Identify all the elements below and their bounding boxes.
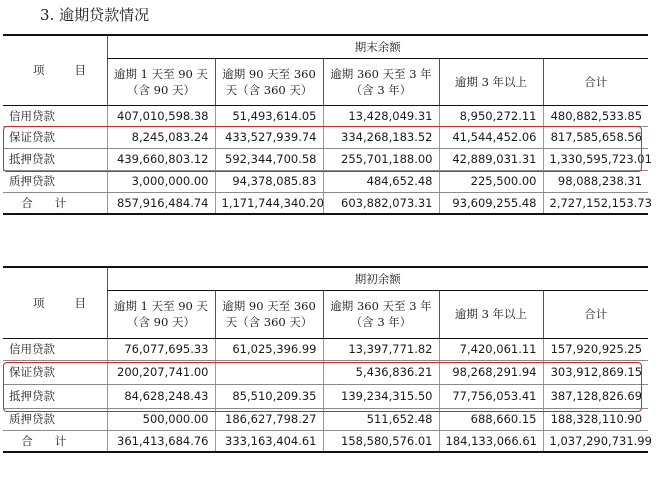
col-header: 逾期 3 年以上 [439,290,543,338]
cell: 157,920,925.25 [543,338,648,360]
cell: 85,510,209.35 [215,384,323,408]
total-row [3,192,648,214]
row-label: 保证贷款 [3,360,107,384]
row-label: 信用贷款 [3,338,107,360]
cell: 484,652.48 [323,170,439,192]
cell: 334,268,183.52 [323,126,439,148]
cell: 500,000.00 [107,408,215,430]
cell: 225,500.00 [439,170,543,192]
cell [215,360,323,384]
cell: 592,344,700.58 [215,148,323,170]
table-row [3,338,648,360]
cell: 255,701,188.00 [323,148,439,170]
cell: 184,133,066.61 [439,430,543,452]
cell: 200,207,741.00 [107,360,215,384]
cell: 603,882,073.31 [323,192,439,214]
cell: 333,163,404.61 [215,430,323,452]
table-row [3,360,648,384]
opening-balance-table [3,266,652,453]
row-label: 保证贷款 [3,126,107,148]
cell: 1,037,290,731.99 [543,430,648,452]
cell: 480,882,533.85 [543,105,648,126]
table-row [3,105,648,126]
cell: 41,544,452.06 [439,126,543,148]
total-label: 合计 [3,192,107,214]
cell: 42,889,031.31 [439,148,543,170]
total-row [3,430,648,452]
col-header: 逾期 360 天至 3 年（含 3 年） [323,58,439,105]
row-label: 质押贷款 [3,408,107,430]
item-header: 项目 [3,35,107,105]
col-header: 逾期 3 年以上 [439,58,543,105]
cell: 7,420,061.11 [439,338,543,360]
cell: 3,000,000.00 [107,170,215,192]
cell: 8,950,272.11 [439,105,543,126]
cell: 407,010,598.38 [107,105,215,126]
row-label: 抵押贷款 [3,384,107,408]
cell: 387,128,826.69 [543,384,648,408]
cell: 98,088,238.31 [543,170,648,192]
cell: 93,609,255.48 [439,192,543,214]
table-row [3,408,648,430]
cell: 817,585,658.56 [543,126,648,148]
col-header: 逾期 90 天至 360 天（含 360 天） [215,58,323,105]
cell: 158,580,576.01 [323,430,439,452]
cell: 61,025,396.99 [215,338,323,360]
cell: 5,436,836.21 [323,360,439,384]
cell: 857,916,484.74 [107,192,215,214]
cell: 1,171,744,340.20 [215,192,323,214]
cell: 51,493,614.05 [215,105,323,126]
col-header: 合计 [543,290,648,338]
cell: 1,330,595,723.01 [543,148,648,170]
table-row [3,148,648,170]
col-header: 逾期 1 天至 90 天（含 90 天） [107,290,215,338]
col-header: 逾期 360 天至 3 年（含 3 年） [323,290,439,338]
cell: 94,378,085.83 [215,170,323,192]
cell: 77,756,053.41 [439,384,543,408]
cell: 688,660.15 [439,408,543,430]
cell: 13,428,049.31 [323,105,439,126]
closing-balance-table [3,34,652,215]
col-header: 逾期 1 天至 90 天（含 90 天） [107,58,215,105]
cell: 13,397,771.82 [323,338,439,360]
cell: 303,912,869.15 [543,360,648,384]
group-header: 期初余额 [107,267,648,290]
cell: 98,268,291.94 [439,360,543,384]
cell: 8,245,083.24 [107,126,215,148]
row-label: 抵押贷款 [3,148,107,170]
table-row [3,170,648,192]
table-row [3,384,648,408]
cell: 186,627,798.27 [215,408,323,430]
item-header: 项目 [3,267,107,338]
cell: 2,727,152,153.73 [543,192,648,214]
cell: 361,413,684.76 [107,430,215,452]
cell: 439,660,803.12 [107,148,215,170]
col-header: 逾期 90 天至 360 天（含 360 天） [215,290,323,338]
col-header: 合计 [543,58,648,105]
row-label: 质押贷款 [3,170,107,192]
table-row [3,126,648,148]
group-header: 期末余额 [107,35,648,58]
cell: 84,628,248.43 [107,384,215,408]
total-label: 合计 [3,430,107,452]
section-heading: 3. 逾期贷款情况 [40,6,150,24]
cell: 188,328,110.90 [543,408,648,430]
cell: 433,527,939.74 [215,126,323,148]
cell: 139,234,315.50 [323,384,439,408]
cell: 76,077,695.33 [107,338,215,360]
cell: 511,652.48 [323,408,439,430]
row-label: 信用贷款 [3,105,107,126]
